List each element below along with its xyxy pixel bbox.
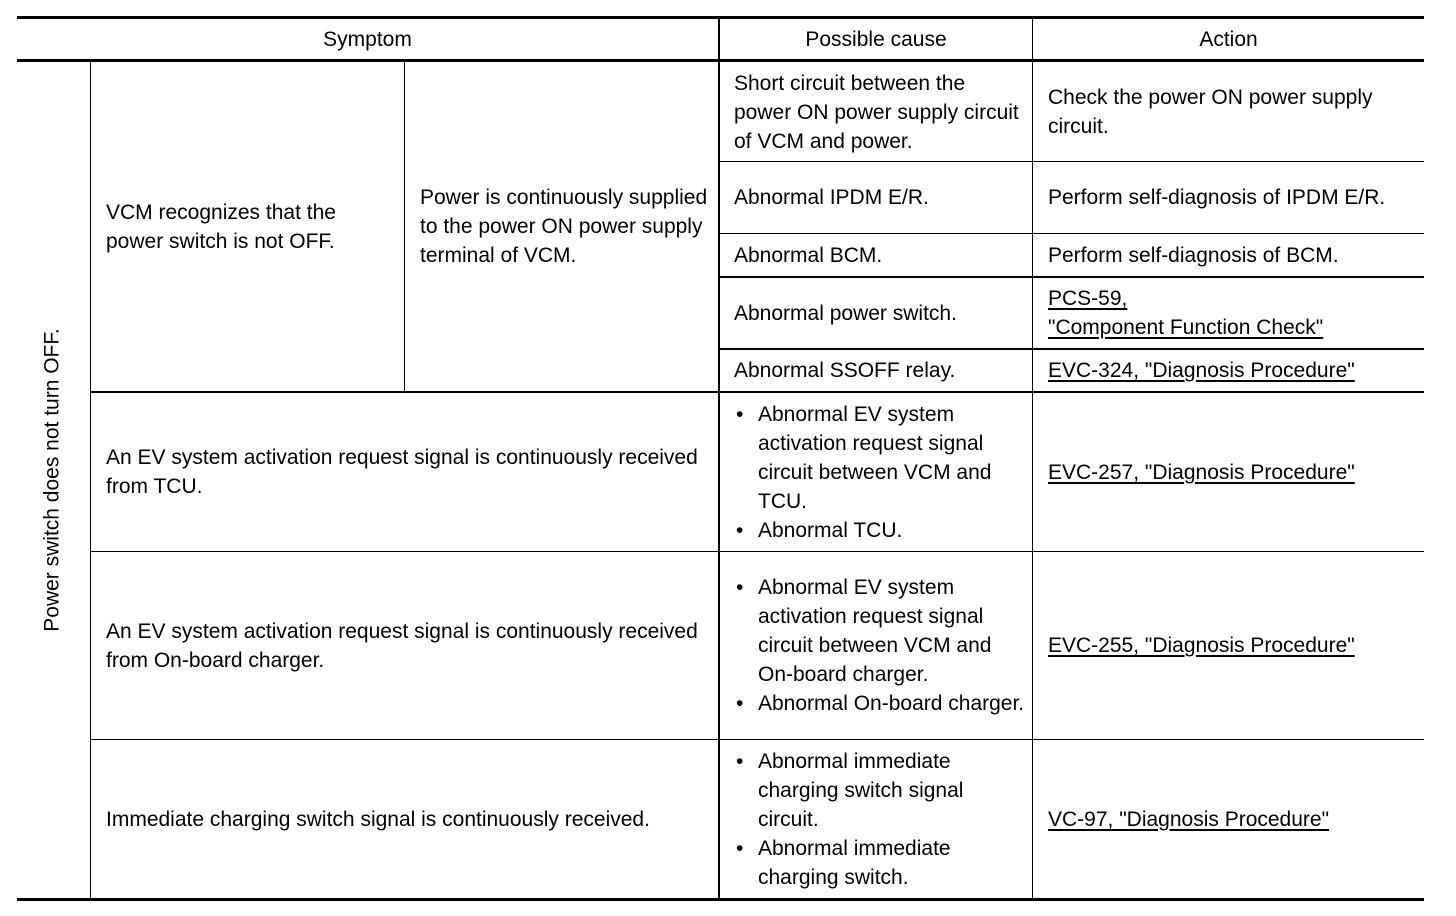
bottom-rule (17, 898, 1424, 901)
header-symptom: Symptom (323, 27, 412, 51)
cause-cell: Abnormal IPDM E/R. (734, 186, 929, 209)
group2-symptom: An EV system activation request signal is continuously received from TCU. (106, 446, 698, 498)
cause-cell: Abnormal BCM. (734, 243, 883, 267)
group2-causes (734, 393, 1026, 551)
action-link-evc-255[interactable] (1048, 552, 1416, 739)
action-link-evc-324[interactable] (1048, 350, 1416, 391)
action-cell: Check the power ON power supply circuit. (1048, 86, 1373, 138)
col-rule (404, 60, 405, 392)
action-link-text[interactable]: EVC-324, "Diagnosis Procedure" (1048, 359, 1355, 382)
action-link-evc-257[interactable] (1048, 393, 1416, 551)
group4-causes (734, 740, 1026, 898)
cause-cell: Short circuit between the power ON power supply circuit of VCM and power. (734, 71, 1019, 153)
action-link-text[interactable]: EVC-257, "Diagnosis Procedure" (1048, 460, 1355, 484)
list-item: • Abnormal TCU. (734, 516, 1026, 545)
action-link-text[interactable]: VC-97, "Diagnosis Procedure" (1048, 807, 1330, 831)
header-action: Action (1199, 27, 1258, 51)
main-symptom-label: Power switch does not turn OFF. (40, 328, 64, 632)
col-rule (1032, 17, 1033, 900)
action-link-line[interactable]: "Component Function Check" (1048, 316, 1324, 339)
list-item: • Abnormal EV system activation request signal circuit between VCM and On-board charger. (734, 573, 1026, 689)
group3-symptom: An EV system activation request signal is continuously received from On-board charger. (106, 619, 698, 672)
cause-cell: Abnormal power switch. (734, 301, 957, 325)
list-item: • Abnormal EV system activation request signal circuit between VCM and TCU. (734, 400, 1026, 516)
action-link-pcs-59[interactable] (1048, 278, 1416, 348)
group1-sub-symptom: Power is continuously supplied to the power ON power supply terminal of VCM. (420, 186, 708, 267)
list-item: • Abnormal On-board charger. (734, 689, 1026, 718)
action-cell: Perform self-diagnosis of IPDM E/R. (1048, 186, 1386, 209)
action-link-text[interactable]: EVC-255, "Diagnosis Procedure" (1048, 634, 1355, 657)
group3-causes (734, 552, 1026, 739)
action-cell: Perform self-diagnosis of BCM. (1048, 243, 1339, 267)
group4-symptom: Immediate charging switch signal is continuously received. (106, 807, 650, 831)
list-item: • Abnormal immediate charging switch. (734, 834, 1026, 892)
list-item: • Abnormal immediate charging switch signal circuit. (734, 747, 1026, 834)
action-link-vc-97[interactable] (1048, 740, 1416, 898)
col-rule (718, 17, 720, 900)
col-rule (90, 60, 91, 900)
cause-cell: Abnormal SSOFF relay. (734, 359, 956, 382)
action-link-line[interactable]: PCS-59, (1048, 287, 1128, 310)
group1-symptom: VCM recognizes that the power switch is not OFF. (106, 200, 336, 253)
header-possible-cause: Possible cause (805, 27, 947, 51)
